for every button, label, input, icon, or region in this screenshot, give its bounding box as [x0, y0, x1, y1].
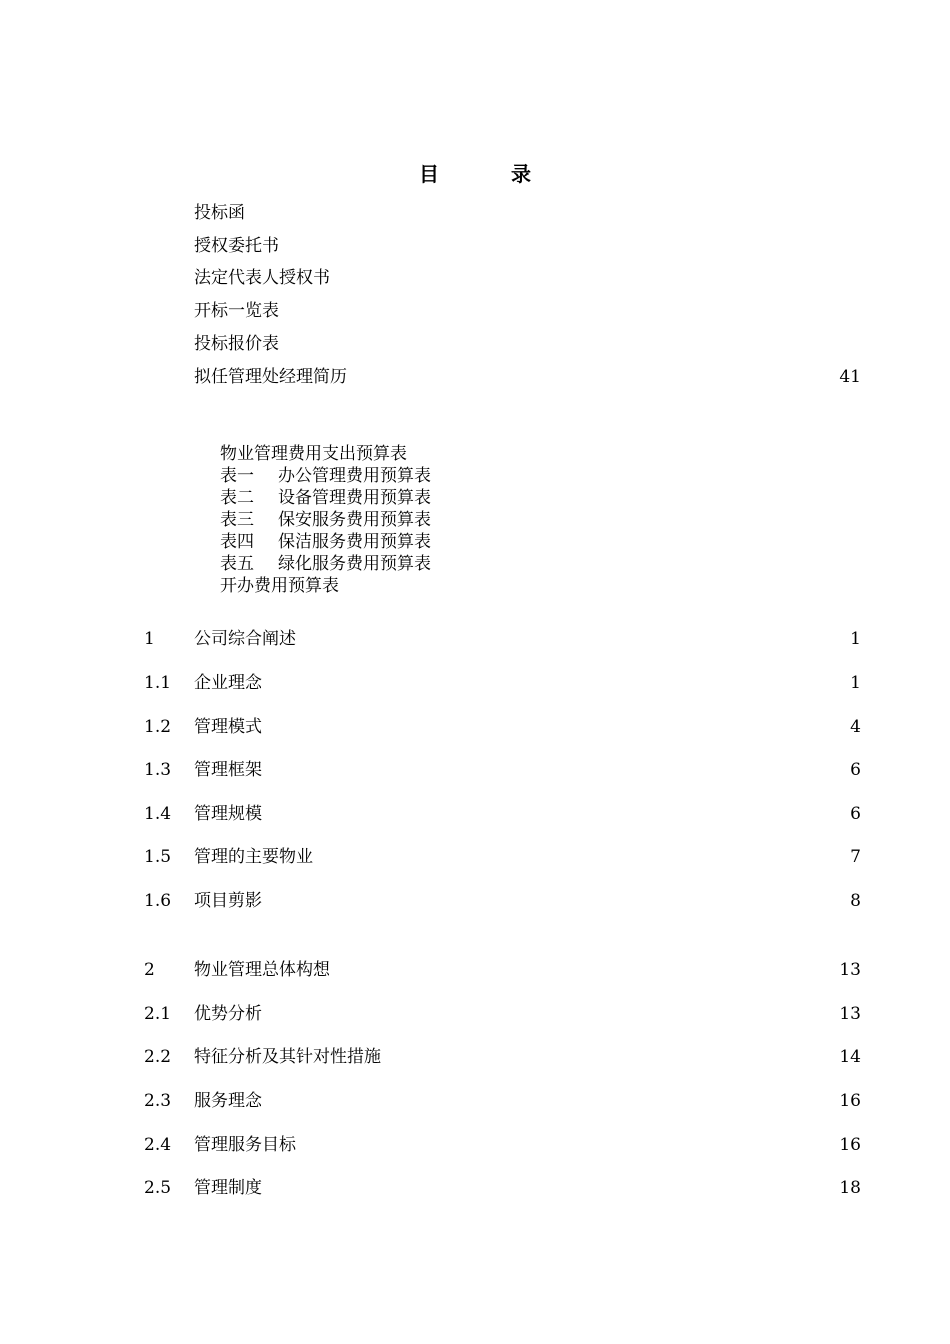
toc-number: 2.4	[144, 1135, 172, 1155]
front-matter-item-authorization: 授权委托书	[194, 236, 279, 256]
toc-entry	[0, 1090, 950, 1112]
toc-number: 2.2	[144, 1047, 172, 1067]
toc-page-number: 16	[839, 1135, 861, 1155]
front-matter-item-bid-opening: 开标一览表	[194, 301, 279, 321]
front-matter-item-quote: 投标报价表	[194, 334, 279, 354]
budget-list	[220, 443, 431, 597]
budget-heading: 物业管理费用支出预算表	[220, 444, 407, 464]
budget-line	[220, 443, 431, 465]
toc-title: 物业管理总体构想	[194, 960, 330, 980]
toc-entry	[0, 716, 950, 738]
toc-entry	[0, 1046, 950, 1068]
toc-number: 2	[144, 960, 155, 980]
budget-line	[220, 575, 431, 597]
toc-page-number: 13	[839, 1004, 861, 1024]
page-title: 目 录	[419, 162, 557, 186]
budget-name: 保洁服务费用预算表	[278, 532, 431, 552]
budget-name: 绿化服务费用预算表	[278, 554, 431, 574]
budget-line	[220, 553, 431, 575]
toc-number: 1.5	[144, 847, 172, 867]
front-matter-item-bid-letter: 投标函	[194, 203, 245, 223]
budget-line	[220, 465, 431, 487]
toc-title: 项目剪影	[194, 891, 262, 911]
toc-number: 2.1	[144, 1004, 172, 1024]
toc-page-number: 16	[839, 1091, 861, 1111]
budget-label: 表一	[220, 466, 254, 486]
toc-page-number: 6	[850, 760, 861, 780]
toc-number: 2.5	[144, 1178, 172, 1198]
toc-entry	[0, 846, 950, 868]
budget-line	[220, 509, 431, 531]
front-matter-page-number: 41	[839, 367, 861, 387]
toc-number: 1	[144, 629, 155, 649]
toc-page-number: 13	[839, 960, 861, 980]
toc-title: 管理规模	[194, 804, 262, 824]
budget-opening-costs: 开办费用预算表	[220, 576, 339, 596]
toc-title: 服务理念	[194, 1091, 262, 1111]
toc-page-number: 4	[850, 717, 861, 737]
toc-entry	[0, 628, 950, 650]
toc-title: 特征分析及其针对性措施	[194, 1047, 381, 1067]
toc-number: 1.6	[144, 891, 172, 911]
toc-title: 管理服务目标	[194, 1135, 296, 1155]
toc-number: 1.3	[144, 760, 172, 780]
toc-page-number: 7	[850, 847, 861, 867]
toc-page-number: 14	[839, 1047, 861, 1067]
toc-entry	[0, 1003, 950, 1025]
budget-name: 设备管理费用预算表	[278, 488, 431, 508]
toc-title: 企业理念	[194, 673, 262, 693]
toc-entry	[0, 1134, 950, 1156]
budget-name: 保安服务费用预算表	[278, 510, 431, 530]
front-matter-item-legal-rep: 法定代表人授权书	[194, 268, 330, 288]
front-matter-item-manager-resume: 拟任管理处经理简历	[194, 367, 347, 387]
toc-entry	[0, 672, 950, 694]
budget-line	[220, 487, 431, 509]
budget-label: 表四	[220, 532, 254, 552]
budget-label: 表二	[220, 488, 254, 508]
toc-page-number: 18	[839, 1178, 861, 1198]
toc-entry	[0, 803, 950, 825]
toc-title: 管理模式	[194, 717, 262, 737]
toc-page-number: 8	[850, 891, 861, 911]
toc-number: 2.3	[144, 1091, 172, 1111]
toc-title: 管理制度	[194, 1178, 262, 1198]
toc-title: 管理的主要物业	[194, 847, 313, 867]
budget-name: 办公管理费用预算表	[278, 466, 431, 486]
toc-title: 优势分析	[194, 1004, 262, 1024]
toc-number: 1.2	[144, 717, 172, 737]
budget-label: 表五	[220, 554, 254, 574]
toc-title: 公司综合阐述	[194, 629, 296, 649]
toc-entry	[0, 1177, 950, 1199]
toc-page-number: 1	[850, 673, 861, 693]
toc-title: 管理框架	[194, 760, 262, 780]
toc-entry	[0, 759, 950, 781]
toc-page-number: 6	[850, 804, 861, 824]
toc-entry	[0, 959, 950, 981]
toc-page-number: 1	[850, 629, 861, 649]
budget-line	[220, 531, 431, 553]
toc-number: 1.4	[144, 804, 172, 824]
budget-label: 表三	[220, 510, 254, 530]
toc-number: 1.1	[144, 673, 172, 693]
toc-entry	[0, 890, 950, 912]
